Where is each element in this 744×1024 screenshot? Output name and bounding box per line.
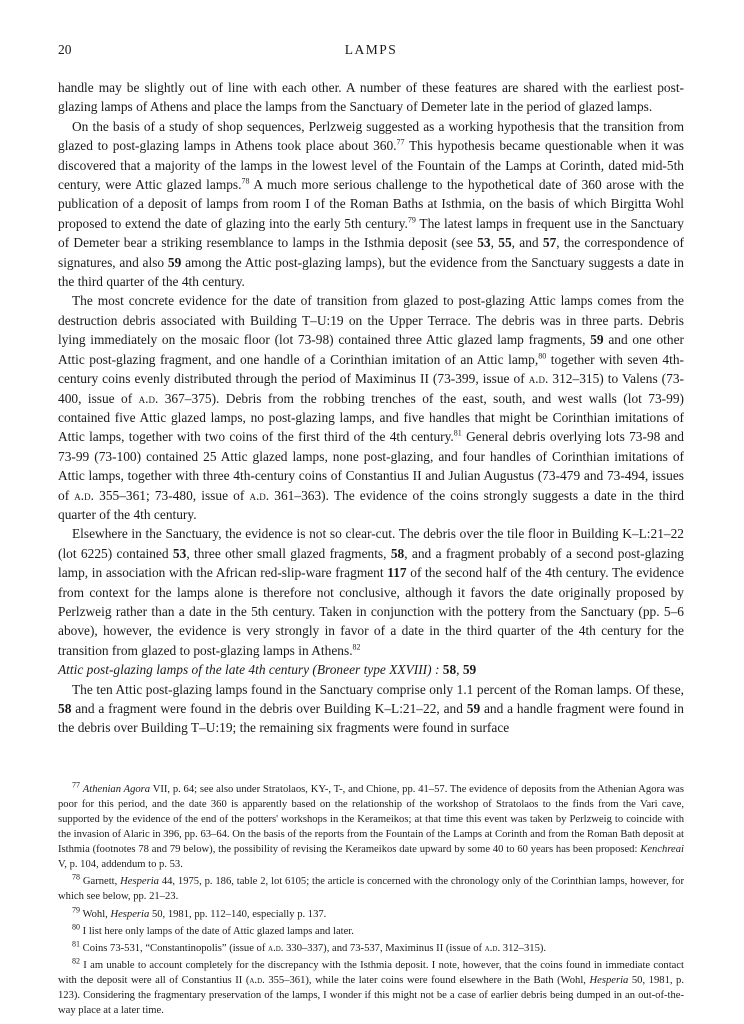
running-title: LAMPS bbox=[344, 42, 398, 57]
paragraph: Elsewhere in the Sanctuary, the evidence is not so clear-cut. The debris over the tile floor in Building K–L:21–22 (lot 6225) contained 53, three other small glazed fragments, 58, and a fragment probably of a second post-glazing lamp, in association with the African red-slip-ware fragment 117 of the second half of the 4th century. The evidence from context for the lamps alone is therefore not conclusive, although it favors the date originally proposed by Perlzweig rather than a date in the 5th century. Taken in conjunction with the pottery from the Sanctuary (pp. 5–6 above), however, the evidence is very strongly in favor of a date in the third quarter of the 4th century for the transition from glazed to post-glazing lamps in Athens.$^{82}$ bbox=[58, 526, 684, 658]
page bbox=[58, 40, 684, 1020]
paragraph: On the basis of a study of shop sequences, Perlzweig suggested as a working hypothesis that the transition from glazed to post-glazing lamps in Athens took place about 360.77 This hypothesis became questionable when it was discovered that a majority of the lamps in the lowest level of the Fountain of the Lamps at Corinth, dated mid-5th century, were Attic glazed lamps.$^{78}$ A much more serious challenge to the hypothetical date of 360 arose with the publication of a deposit of lamps from room I of the Roman Baths at Isthmia, on the basis of which Birgitta Wohl proposed to extend the date of glazing into the early 5th century.$^{79}$ The latest lamps in frequent use in the Sanctuary of Demeter bear a striking resemblance to lamps in the Isthmia deposit (see 53, 55, and 57, the correspondence of signatures, and also 59 among the Attic post-glazing lamps), but the evidence from the Sanctuary suggests a date in the third quarter of the 4th century. bbox=[58, 118, 684, 290]
section-subheading: Attic post-glazing lamps of the late 4th century (Broneer type XXVIII) : 58, 59 bbox=[58, 662, 477, 678]
running-header bbox=[58, 40, 684, 64]
footnote-80: $^{80}$ I list here only lamps of the date of Attic glazed lamps and later. bbox=[72, 922, 354, 937]
footnote-79: $^{79}$ Wohl, Hesperia 50, 1981, pp. 112–140, especially p. 137. bbox=[72, 905, 327, 920]
footnote-82: $^{82}$ I am unable to account completely for the discrepancy with the Isthmia deposit. I note, however, that the coins found in immediate contact with the deposit were all of Constantius II (a.d. 355–361), while the later coins were found elsewhere in the Bath (Wohl, Hesperia 50, 1981, p. 123). Considering the fragmentary preservation of the lamps, I wonder if this might not be a case of earlier debris being dumped in an out-of-the-way place at a later time. bbox=[58, 956, 685, 1017]
paragraph-continued: handle may be slightly out of line with each other. A number of these features are shared with the earliest post-glazing lamps of Athens and place the lamps from the Sanctuary of Demeter late in the period of glazed lamps. bbox=[58, 80, 684, 115]
footnote-77: $^{77}$ Athenian Agora VII, p. 64; see also under Stratolaos, KY-, T-, and Chione, pp. 41–57. The evidence of deposits from the Athenian Agora was poor for this period, and the date 360 is apparently based on the relationship of the workshop of Stratolaos to the finds from the Vari cave, supported by the evidence of the end of the potters' workshops in the Kerameikos; at that time this event was taken by Perlzweig to coincide with the invasion of Alaric in 396, pp. 63–64. On the basis of the reports from the Fountain of the Lamps at Corinth and from the Roman Bath deposit at Isthmia (footnotes 78 and 79 below), the possibility of revising the Kerameikos date upward by some 40 to 60 years has been proposed: Kenchreai V, p. 104, addendum to p. 53. bbox=[58, 780, 684, 871]
footnote-81: $^{81}$ Coins 73-531, “Constantinopolis” (issue of a.d. 330–337), and 73-537, Maximinus II (issue of a.d. 312–315). bbox=[72, 939, 547, 954]
page-number: 20 bbox=[58, 42, 72, 57]
body-text bbox=[58, 78, 684, 738]
paragraph: The most concrete evidence for the date of transition from glazed to post-glazing Attic lamps comes from the destruction debris associated with Building T–U:19 on the Upper Terrace. The debris was in three parts. Debris lying immediately on the mosaic floor (lot 73-98) contained three Attic glazed lamp fragments, 59 and one other Attic post-glazing fragment, and one handle of a Corinthian imitation of an Attic lamp,$^{80}$ together with seven 4th-century coins evenly distributed through the period of Maximinus II (73-399, issue of a.d. 312–315) to Valens (73-400, issue of a.d. 367–375). Debris from the robbing trenches of the east, south, and west walls (lot 73-99) contained five Attic glazed lamps, no post-glazing lamps, and five handles that might be Corinthian imitations of Attic lamps, together with two coins of the first third of the 4th century.$^{81}$ General debris overlying lots 73-98 and 73-99 (73-100) contained 25 Attic glazed lamps, none post-glazing, and four handles of Corinthian imitations of Attic lamps, together with three 4th-century coins of Constantius II and Julian Augustus (73-479 and 73-494, issues of a.d. 355–361; 73-480, issue of a.d. 361–363). The evidence of the coins strongly suggests a date in the third quarter of the 4th century. bbox=[58, 293, 685, 522]
footnotes bbox=[58, 782, 684, 1018]
footnote-78: $^{78}$ Garnett, Hesperia 44, 1975, p. 186, table 2, lot 6105; the article is concerned with the chronology only of the Corinthian lamps, however, for which see below, pp. 21–23. bbox=[58, 872, 684, 903]
paragraph: The ten Attic post-glazing lamps found in the Sanctuary comprise only 1.1 percent of the Roman lamps. Of these, 58 and a fragment were found in the debris over Building K–L:21–22, and 59 and a handle fragment were found in the debris over Building T–U:19; the remaining six fragments were found in surface bbox=[58, 681, 684, 736]
